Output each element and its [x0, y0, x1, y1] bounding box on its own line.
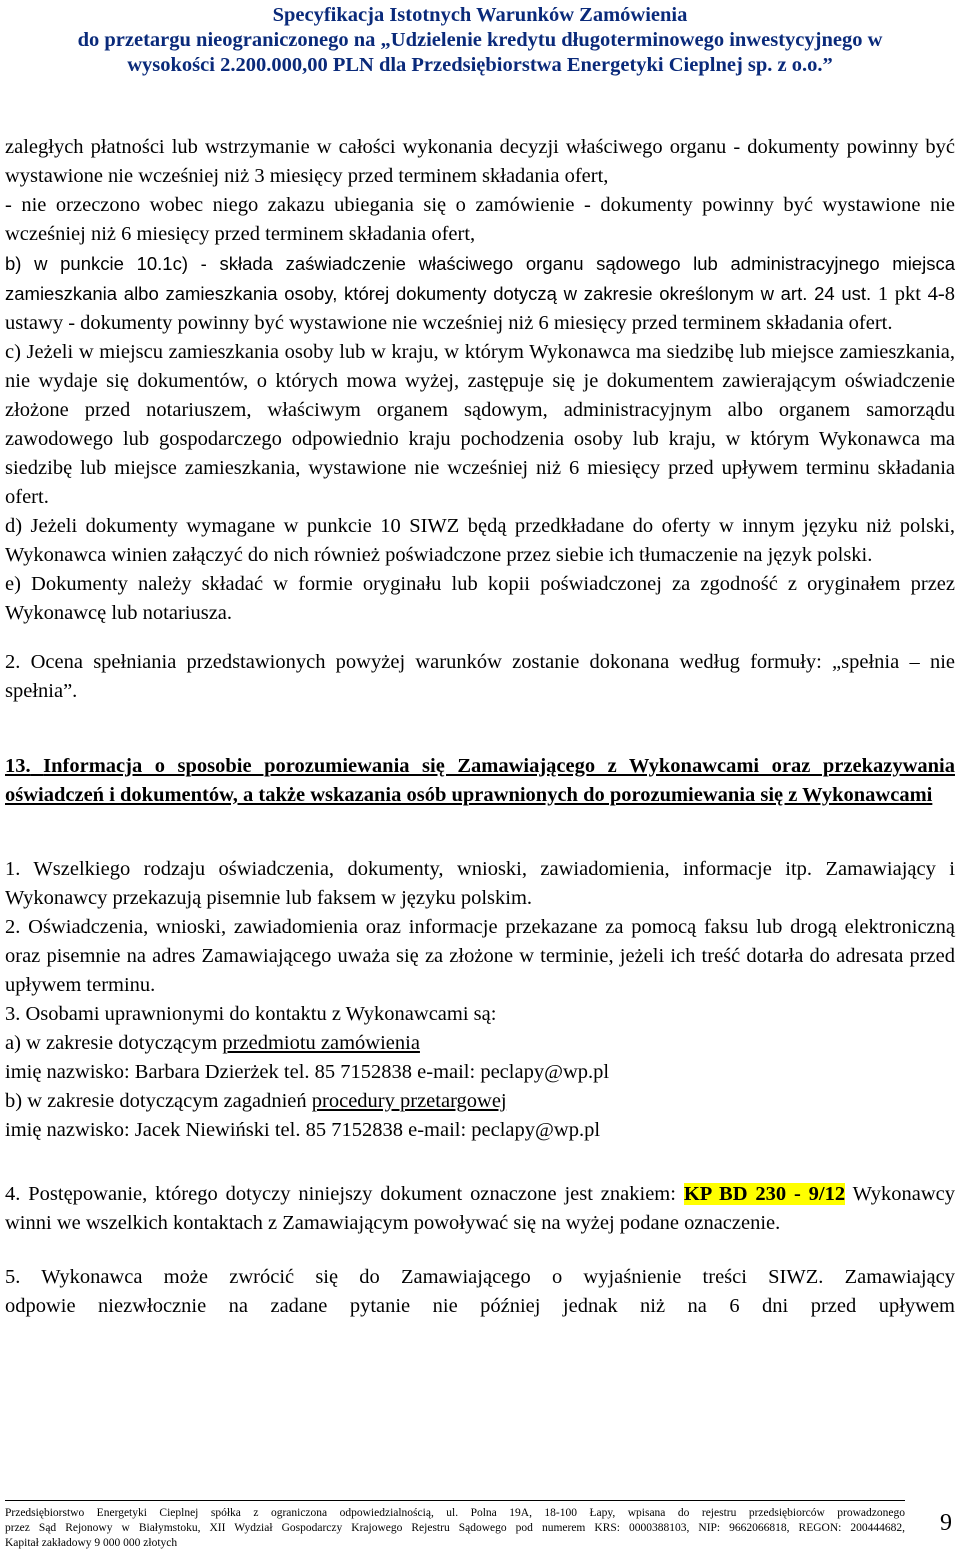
paragraph-point-d: d) Jeżeli dokumenty wymagane w punkcie 10 SIWZ będą przedkładane do oferty w innym języku niż polski, Wykonawca winien załączyć do nich również poświadczone przez siebie ich tłumaczenie na język polski. — [5, 515, 955, 566]
page-number: 9 — [940, 1510, 952, 1536]
footer-company-line2: przez Sąd Rejonowy w Białymstoku, XII Wydział Gospodarczy Krajowego Rejestru Sądowego pod numerem KRS: 0000388103, NIP: 9662066818, REGON: 200444682, — [5, 1522, 905, 1534]
header-title: Specyfikacja Istotnych Warunków Zamówienia — [272, 4, 688, 26]
footer-company-line1: Przedsiębiorstwo Energetyki Cieplnej spółka z ograniczona odpowiedzialnością, ul. Polna 19A, 18-100 Łapy, wpisana do rejestru przedsiębiorców prowadzonego — [5, 1507, 905, 1519]
contact-b-subject: procedury przetargowej — [311, 1090, 507, 1112]
item-4 — [5, 1180, 955, 1238]
paragraph-point-c: c) Jeżeli w miejscu zamieszkania osoby lub w kraju, w którym Wykonawca ma siedzibę lub miejsce zamieszkania, nie wydaje się dokumentów, o których mowa wyżej, zastępuje się je dokumentem zawierającym oświadczenie złożone przed notariuszem, właściwym organem sądowym, administracyjnym albo organem samorządu zawodowego lub gospodarczego odpowiednio kraju pochodzenia osoby lub kraju, w którym Wykonawca ma siedzibę lub miejsce zamieszkania, wystawione nie wcześniej niż 6 miesięcy przed upływem terminu składania ofert. — [5, 341, 955, 508]
paragraph-overdue-payments: zaległych płatności lub wstrzymanie w całości wykonania decyzji właściwego organu - dokumenty powinny być wystawione nie wcześniej niż 3 miesięcy przed terminem składania ofert, — [5, 136, 955, 187]
item-1: 1. Wszelkiego rodzaju oświadczenia, dokumenty, wnioski, zawiadomienia, informacje itp. Zamawiający i Wykonawcy przekazują pisemnie lub faksem w języku polskim. — [5, 858, 955, 909]
contact-a-subject: przedmiotu zamówienia — [222, 1032, 420, 1054]
item-2: 2. Oświadczenia, wnioski, zawiadomienia oraz informacje przekazane za pomocą faksu lub drogą elektroniczną oraz pisemnie na adres Zamawiającego uważa się za złożone w terminie, jeżeli ich treść dotarła do adresata przed upływem terminu. — [5, 916, 955, 996]
case-reference-code: KP BD 230 - 9/12 — [683, 1183, 846, 1205]
item-4-text: 4. Postępowanie, którego dotyczy niniejszy dokument oznaczone jest znakiem: — [5, 1183, 684, 1205]
point-b-text: b) w punkcie 10.1c) - składa zaświadczenie właściwego organu sądowego lub administracyjnego miejsca zamieszkania albo zamieszkania osoby, której dokumenty dotyczą w zakresie określonym w art. 24 ust. — [5, 253, 955, 304]
contact-b-scope — [5, 1087, 955, 1116]
page-footer — [5, 1500, 905, 1551]
item-4-text-cont: Wykonawcy winni we wszelkich kontaktach z Zamawiającym powoływać się na wyżej podane oznaczenie. — [5, 1183, 956, 1234]
header-subtitle-line1: do przetargu nieograniczonego na „Udzielenie kredytu długoterminowego inwestycyjnego w — [77, 29, 883, 51]
point-b-text-cont: 1 pkt 4-8 ustawy - dokumenty powinny być wystawione nie wcześniej niż 6 miesięcy przed terminem składania ofert. — [5, 283, 955, 334]
section-13-heading — [5, 752, 955, 810]
section-number: 13. — [5, 754, 31, 777]
paragraph-no-ban: - nie orzeczono wobec niego zakazu ubiegania się o zamówienie - dokumenty powinny być wystawione nie wcześniej niż 6 miesięcy przed terminem składania ofert, — [5, 194, 955, 245]
document-body — [5, 133, 955, 1321]
contact-b-label: b) w zakresie dotyczącym zagadnień — [5, 1090, 312, 1112]
paragraph-point-b — [5, 249, 955, 338]
header-subtitle-line2: wysokości 2.200.000,00 PLN dla Przedsiębiorstwa Energetyki Cieplnej sp. z o.o.” — [127, 54, 833, 76]
document-header — [0, 0, 960, 78]
paragraph-point-e: e) Dokumenty należy składać w formie oryginału lub kopii poświadczonej za zgodność z oryginałem przez Wykonawcę lub notariusza. — [5, 573, 955, 624]
item-5-line1: 5. Wykonawca może zwrócić się do Zamawiającego o wyjaśnienie treści SIWZ. Zamawiający — [5, 1266, 955, 1288]
section-title: Informacja o sposobie porozumiewania się Zamawiającego z Wykonawcami oraz przekazywania oświadczeń i dokumentów, a także wskazania osób uprawnionych do porozumiewania się z Wykonawcami — [5, 754, 955, 806]
contact-a-person: imię nazwisko: Barbara Dzierżek tel. 85 7152838 e-mail: peclapy@wp.pl — [5, 1061, 610, 1083]
contact-a-label: a) w zakresie dotyczącym — [5, 1032, 223, 1054]
item-3: 3. Osobami uprawnionymi do kontaktu z Wykonawcami są: — [5, 1003, 497, 1025]
contact-b-person: imię nazwisko: Jacek Niewiński tel. 85 7152838 e-mail: peclapy@wp.pl — [5, 1119, 601, 1141]
contact-a-scope — [5, 1029, 955, 1058]
footer-capital: Kapitał zakładowy 9 000 000 złotych — [5, 1537, 178, 1549]
item-5-line2: odpowie niezwłocznie na zadane pytanie nie później jednak niż na 6 dni przed upływem — [5, 1295, 955, 1317]
paragraph-assessment: 2. Ocena spełniania przedstawionych powyżej warunków zostanie dokonana według formuły: „spełnia – nie spełnia”. — [5, 651, 955, 702]
